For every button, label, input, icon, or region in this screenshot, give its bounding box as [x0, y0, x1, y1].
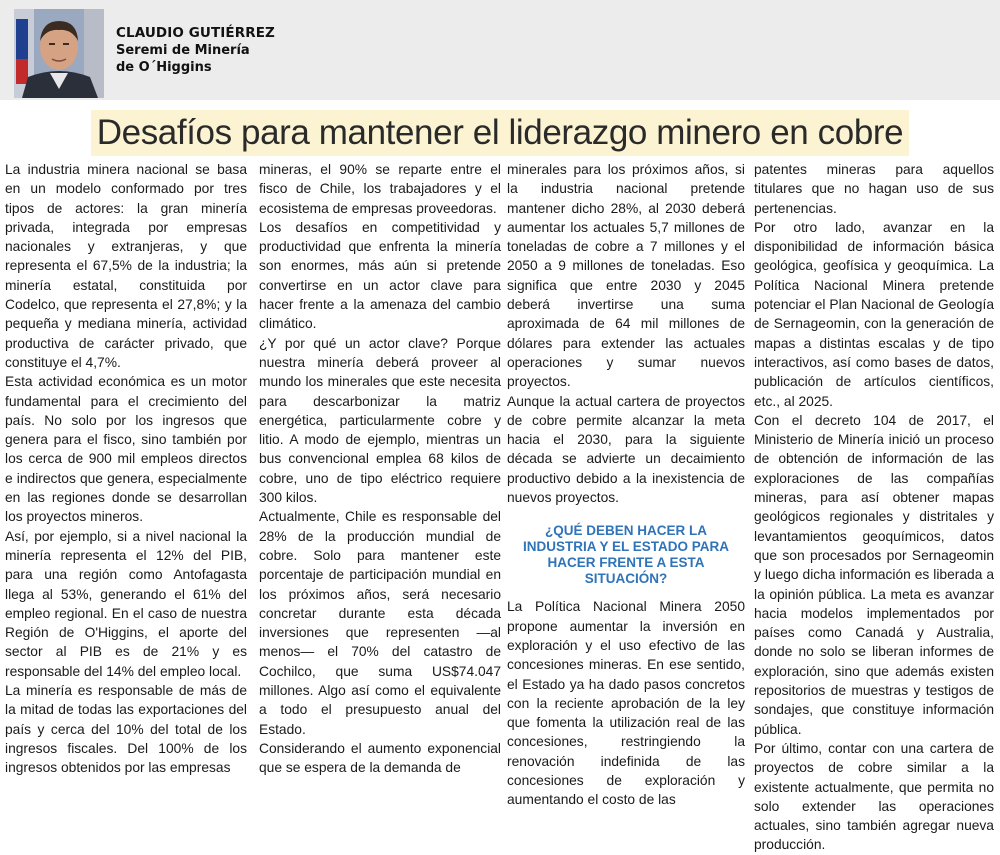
paragraph: Así, por ejemplo, si a nivel nacional la minería representa el 12% del PIB, para una región como Antofagasta llega al 53%, generando el 61% del empleo regional. En el caso de nuestra Región de O'Higgins, el aporte del sector al PIB es de 21% y es responsable del 14% del empleo local.: [5, 528, 247, 679]
author-role-line-1: Seremi de Minería: [116, 43, 250, 58]
paragraph: Los desafíos en competitividad y productividad que enfrenta la minería son enormes, más aún si pretende convertirse en un actor clave para hacer frente a la amenaza del cambio climático.: [259, 219, 501, 332]
author-role-line-2: de O´Higgins: [116, 60, 212, 75]
article-column-3: [507, 160, 745, 808]
paragraph: Considerando el aumento exponencial que se espera de la demanda de: [259, 740, 501, 776]
paragraph: Actualmente, Chile es responsable del 28% de la producción mundial de cobre. Solo para mantener este porcentaje de participación mundial en los próximos años, será necesario concretar durante esta década inversiones que representen —al menos— el 70% del catastro de Cochilco, que suma US$74.047 millones. Algo así como el equivalente a todo el presupuesto anual del Estado.: [259, 509, 501, 737]
paragraph: mineras, el 90% se reparte entre el fisco de Chile, los trabajadores y el ecosistema de empresas proveedoras.: [259, 162, 501, 216]
paragraph: La industria minera nacional se basa en un modelo conformado por tres tipos de actores: la gran minería privada, integrada por empresas nacionales y extranjeras, y que representa el 67,5% de la industria; la minería estatal, constituida por Codelco, que representa el 27,8%; y la pequeña y mediana minería, actividad productiva de carácter privado, que constituye el 4,7%.: [5, 162, 247, 370]
paragraph: Con el decreto 104 de 2017, el Ministerio de Minería inició un proceso de obtención de información de las exploraciones de las compañías mineras, para así obtener mapas geológicos regionales y distritales y levantamientos geoquímicos, datos que son procesados por Sernageomin y luego dicha información es liberada a la opinión pública. La meta es avanzar hacia modelos implementados por países como Canadá y Australia, donde no solo se liberan informes de exploración, sino que además existen repositorios de muestras y testigos de sondajes, que constituye información pública.: [754, 412, 994, 737]
headline: Desafíos para mantener el liderazgo minero en cobre: [91, 110, 909, 156]
paragraph: Esta actividad económica es un motor fundamental para el crecimiento del país. No solo por los ingresos que genera para el fisco, sino también por los cerca de 900 mil empleos directos e indirectos que genera, especialmente en las regiones donde se desarrollan los proyectos mineros.: [5, 374, 247, 525]
paragraph: La minería es responsable de más de la mitad de todas las exportaciones del país y cerca del 10% del total de los ingresos fiscales. Del 100% de los ingresos obtenidos por las empresas: [5, 683, 247, 776]
paragraph: ¿Y por qué un actor clave? Porque nuestra minería deberá proveer al mundo los minerales que este necesita para descarbonizar la matriz energética, particularmente cobre y litio. A modo de ejemplo, mientras un bus convencional emplea 68 kilos de cobre, uno de tipo eléctrico requiere 300 kilos.: [259, 335, 501, 506]
author-portrait-image: [14, 9, 104, 98]
article-column-4: [754, 160, 994, 853]
paragraph: minerales para los próximos años, si la industria nacional pretende mantener dicho 28%, al 2030 deberá aumentar los actuales 5,7 millones de toneladas de cobre a 7 millones y el 2050 a 9 millones de toneladas. Eso significa que entre 2030 y 2045 deberá invertirse una suma aproximada de 64 mil millones de dólares para extender las actuales operaciones y sumar nuevos proyectos.: [507, 162, 745, 390]
paragraph: patentes mineras para aquellos titulares que no hagan uso de sus pertenencias.: [754, 162, 994, 216]
paragraph: Aunque la actual cartera de proyectos de cobre permite alcanzar la meta hacia el 2030, para la siguiente década se advierte un decaimiento productivo debido a la inexistencia de nuevos proyectos.: [507, 393, 745, 506]
paragraph: Por último, contar con una cartera de proyectos de cobre similar a la existente actualmente, que permita no solo extender las operaciones actuales, sino también agregar nueva producción.: [754, 740, 994, 853]
paragraph: La Política Nacional Minera 2050 propone aumentar la inversión en exploración y el uso efectivo de las concesiones mineras. En ese sentido, el Estado ya ha dado pasos concretos con la reciente aprobación de la ley que fomenta la utilización real de las concesiones, restringiendo la renovación indefinida de las concesiones de exploración y aumentando el costo de las: [507, 599, 745, 808]
author-photo: [14, 9, 104, 98]
article-column-1: [5, 160, 247, 776]
author-byline: [116, 25, 275, 76]
paragraph: Por otro lado, avanzar en la disponibilidad de información básica geológica, geofísica y geoquímica. La Política Nacional Minera pretende potenciar el Plan Nacional de Geología de Sernageomin, con la generación de mapas a distintas escalas y de tipo interactivos, así como bases de datos, publicación de artículos científicos, etc., al 2025.: [754, 219, 994, 409]
author-name: CLAUDIO GUTIÉRREZ: [116, 25, 275, 41]
section-subheading: ¿QUÉ DEBEN HACER LA INDUSTRIA Y EL ESTADO PARA HACER FRENTE A ESTA SITUACIÓN?: [522, 523, 730, 587]
headline-wrap: [0, 110, 1000, 156]
article-column-2: [259, 160, 501, 776]
